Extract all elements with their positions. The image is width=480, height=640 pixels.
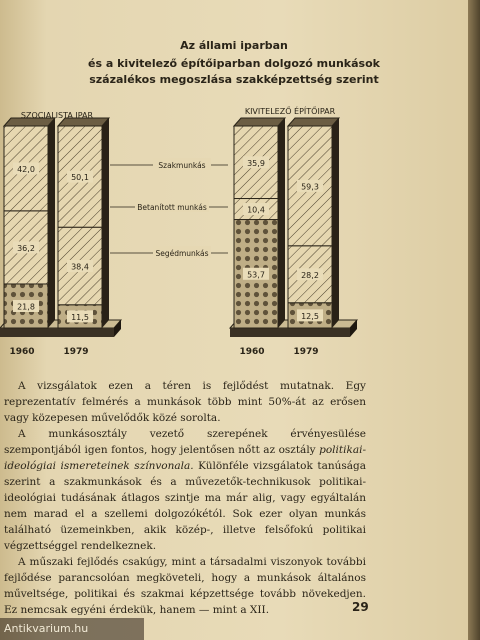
panel-base-front: [0, 328, 114, 337]
watermark: Antikvarium.hu: [0, 618, 144, 640]
panel-label: SZOCIALISTA IPAR: [20, 111, 94, 120]
paragraph-2-italic: politikai-ideológiai ismereteinek színvonala.: [4, 444, 366, 472]
stacked-bar-chart: [0, 92, 468, 360]
chart-title-line-2: és a kivitelező építőiparban dolgozó munkások: [88, 57, 380, 70]
data-label: 38,4: [71, 262, 89, 272]
body-text: [4, 378, 366, 618]
bar-top: [234, 118, 285, 126]
legend-label: Betanított munkás: [137, 203, 207, 212]
bar-side: [332, 118, 339, 328]
data-label: 11,5: [71, 312, 89, 322]
data-label: 28,2: [301, 270, 319, 280]
category-label: 1979: [293, 347, 319, 357]
data-label: 50,1: [71, 173, 89, 183]
chart-title-line-3: százalékos megoszlása szakképzettség szerint: [89, 73, 379, 86]
bar-top: [288, 118, 339, 126]
paragraph-2: [4, 426, 366, 554]
data-label: 10,4: [247, 205, 265, 215]
bar-side: [102, 118, 109, 328]
category-label: 1979: [63, 347, 89, 357]
paragraph-2-end: Különféle vizsgálatok tanúsága szerint a szakmunkások és a művezetők-technikusok politikai-ideológiai tudásának átlagos szintje ma már alig, vagy egyáltalán nem marad el a szellemi dolgozókétól. Sok ezer olyan munkás található üzemeinkben, akik közép-, illetve felsőfokú politikai végzettséggel rendelkeznek.: [4, 460, 366, 552]
panel-label: KIVITELEZŐ ÉPÍTŐIPAR: [244, 107, 336, 116]
data-label: 12,5: [301, 311, 319, 321]
data-label: 36,2: [17, 243, 35, 253]
paragraph-1: A vizsgálatok ezen a téren is fejlődést mutatnak. Egy reprezentatív felmérés a munkások több mint 50%-át az erősen vagy közepesen művelődők közé sorolta.: [4, 380, 366, 424]
chart-title-line-1: Az állami iparban: [180, 39, 288, 52]
data-label: 42,0: [17, 164, 35, 174]
category-label: 1960: [9, 347, 35, 357]
category-label: 1960: [239, 347, 265, 357]
legend-label: Segédmunkás: [155, 249, 209, 258]
book-spine-shadow: [468, 0, 480, 640]
data-label: 35,9: [247, 158, 265, 168]
data-label: 53,7: [247, 270, 265, 280]
legend-label: Szakmunkás: [158, 161, 206, 170]
data-label: 59,3: [301, 182, 319, 192]
page-number: 29: [352, 600, 369, 614]
bar-side: [48, 118, 55, 328]
paragraph-2-start: A munkásosztály vezető szerepének érvényesülése szempontjából igen fontos, hogy jelentősen nőtt az osztály: [4, 428, 366, 456]
panel-base-front: [230, 328, 350, 337]
bar-side: [278, 118, 285, 328]
data-label: 21,8: [17, 302, 35, 312]
paragraph-3: A műszaki fejlődés csakúgy, mint a társadalmi viszonyok további fejlődése parancsolóan megköveteli, hogy a munkások általános műveltsége, politikai és szakmai képzettsége tovább növekedjen. Ez nemcsak egyéni érdekük, hanem — mint a XII.: [4, 556, 366, 616]
